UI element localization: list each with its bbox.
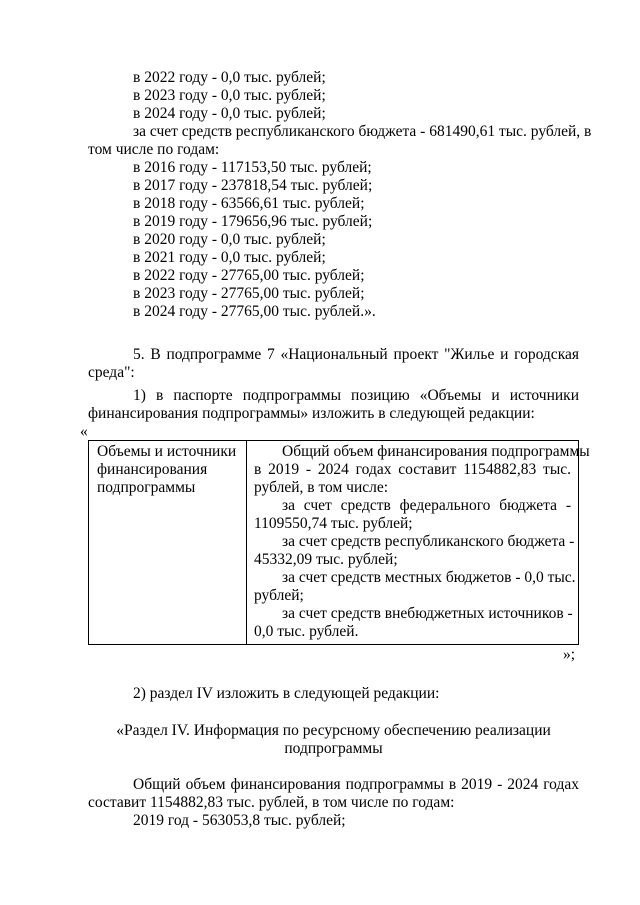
list-line: в 2022 году - 27765,00 тыс. рублей; bbox=[133, 267, 365, 284]
paragraph-line: 2) раздел IV изложить в следующей редакции: bbox=[133, 685, 440, 702]
table-right-line: в 2019 - 2024 годах составит 1154882,83 тыс. bbox=[254, 461, 571, 478]
list-line: в 2019 году - 179656,96 тыс. рублей; bbox=[133, 213, 373, 230]
table-right-line: за счет средств местных бюджетов - 0,0 тыс. bbox=[282, 569, 576, 586]
table-right-line: 45332,09 тыс. рублей; bbox=[254, 551, 398, 568]
paragraph-line: за счет средств республиканского бюджета - 681490,61 тыс. рублей, в bbox=[133, 123, 592, 140]
list-line: в 2023 году - 27765,00 тыс. рублей; bbox=[133, 285, 365, 302]
paragraph-line: среда": bbox=[88, 364, 135, 381]
paragraph-line: финансирования подпрограммы» изложить в следующей редакции: bbox=[88, 405, 535, 422]
table-right-line: за счет средств республиканского бюджета - bbox=[282, 533, 575, 550]
table-right-line: рублей, в том числе: bbox=[254, 479, 389, 496]
list-line: в 2020 году - 0,0 тыс. рублей; bbox=[133, 231, 326, 248]
paragraph-line: 5. В подпрограмме 7 «Национальный проект "Жилье и городская bbox=[133, 346, 579, 363]
list-line: в 2021 году - 0,0 тыс. рублей; bbox=[133, 249, 326, 266]
table-right-line: рублей; bbox=[254, 587, 304, 604]
table-left-line: финансирования bbox=[97, 461, 208, 478]
list-line: в 2018 году - 63566,61 тыс. рублей; bbox=[133, 195, 365, 212]
table-right-line: за счет средств внебюджетных источников - bbox=[282, 605, 573, 622]
list-line: в 2024 году - 0,0 тыс. рублей; bbox=[133, 105, 326, 122]
list-line: в 2024 году - 27765,00 тыс. рублей.». bbox=[133, 303, 376, 320]
paragraph-line: том числе по годам: bbox=[88, 141, 220, 158]
close-quote: »; bbox=[563, 646, 576, 663]
table-left-line: подпрограммы bbox=[97, 479, 196, 496]
list-line: в 2023 году - 0,0 тыс. рублей; bbox=[133, 87, 326, 104]
open-quote: « bbox=[80, 423, 88, 440]
section-title: «Раздел IV. Информация по ресурсному обеспечению реализации bbox=[116, 722, 551, 739]
list-line: 2019 год - 563053,8 тыс. рублей; bbox=[133, 812, 346, 829]
paragraph-line: составит 1154882,83 тыс. рублей, в том числе по годам: bbox=[88, 794, 455, 811]
list-line: в 2022 году - 0,0 тыс. рублей; bbox=[133, 69, 326, 86]
section-title: подпрограммы bbox=[284, 740, 383, 757]
paragraph-line: 1) в паспорте подпрограммы позицию «Объемы и источники bbox=[133, 387, 579, 404]
table-right-line: Общий объем финансирования подпрограммы bbox=[282, 443, 590, 460]
list-line: в 2017 году - 237818,54 тыс. рублей; bbox=[133, 177, 373, 194]
table-right-line: 1109550,74 тыс. рублей; bbox=[254, 515, 413, 532]
list-line: в 2016 году - 117153,50 тыс. рублей; bbox=[133, 159, 372, 176]
table-right-line: 0,0 тыс. рублей. bbox=[254, 623, 359, 640]
table-divider bbox=[246, 441, 247, 644]
paragraph-line: Общий объем финансирования подпрограммы в 2019 - 2024 годах bbox=[133, 776, 579, 793]
passport-table bbox=[88, 440, 590, 645]
table-right-line: за счет средств федерального бюджета - bbox=[282, 497, 571, 514]
table-left-line: Объемы и источники bbox=[97, 443, 237, 460]
